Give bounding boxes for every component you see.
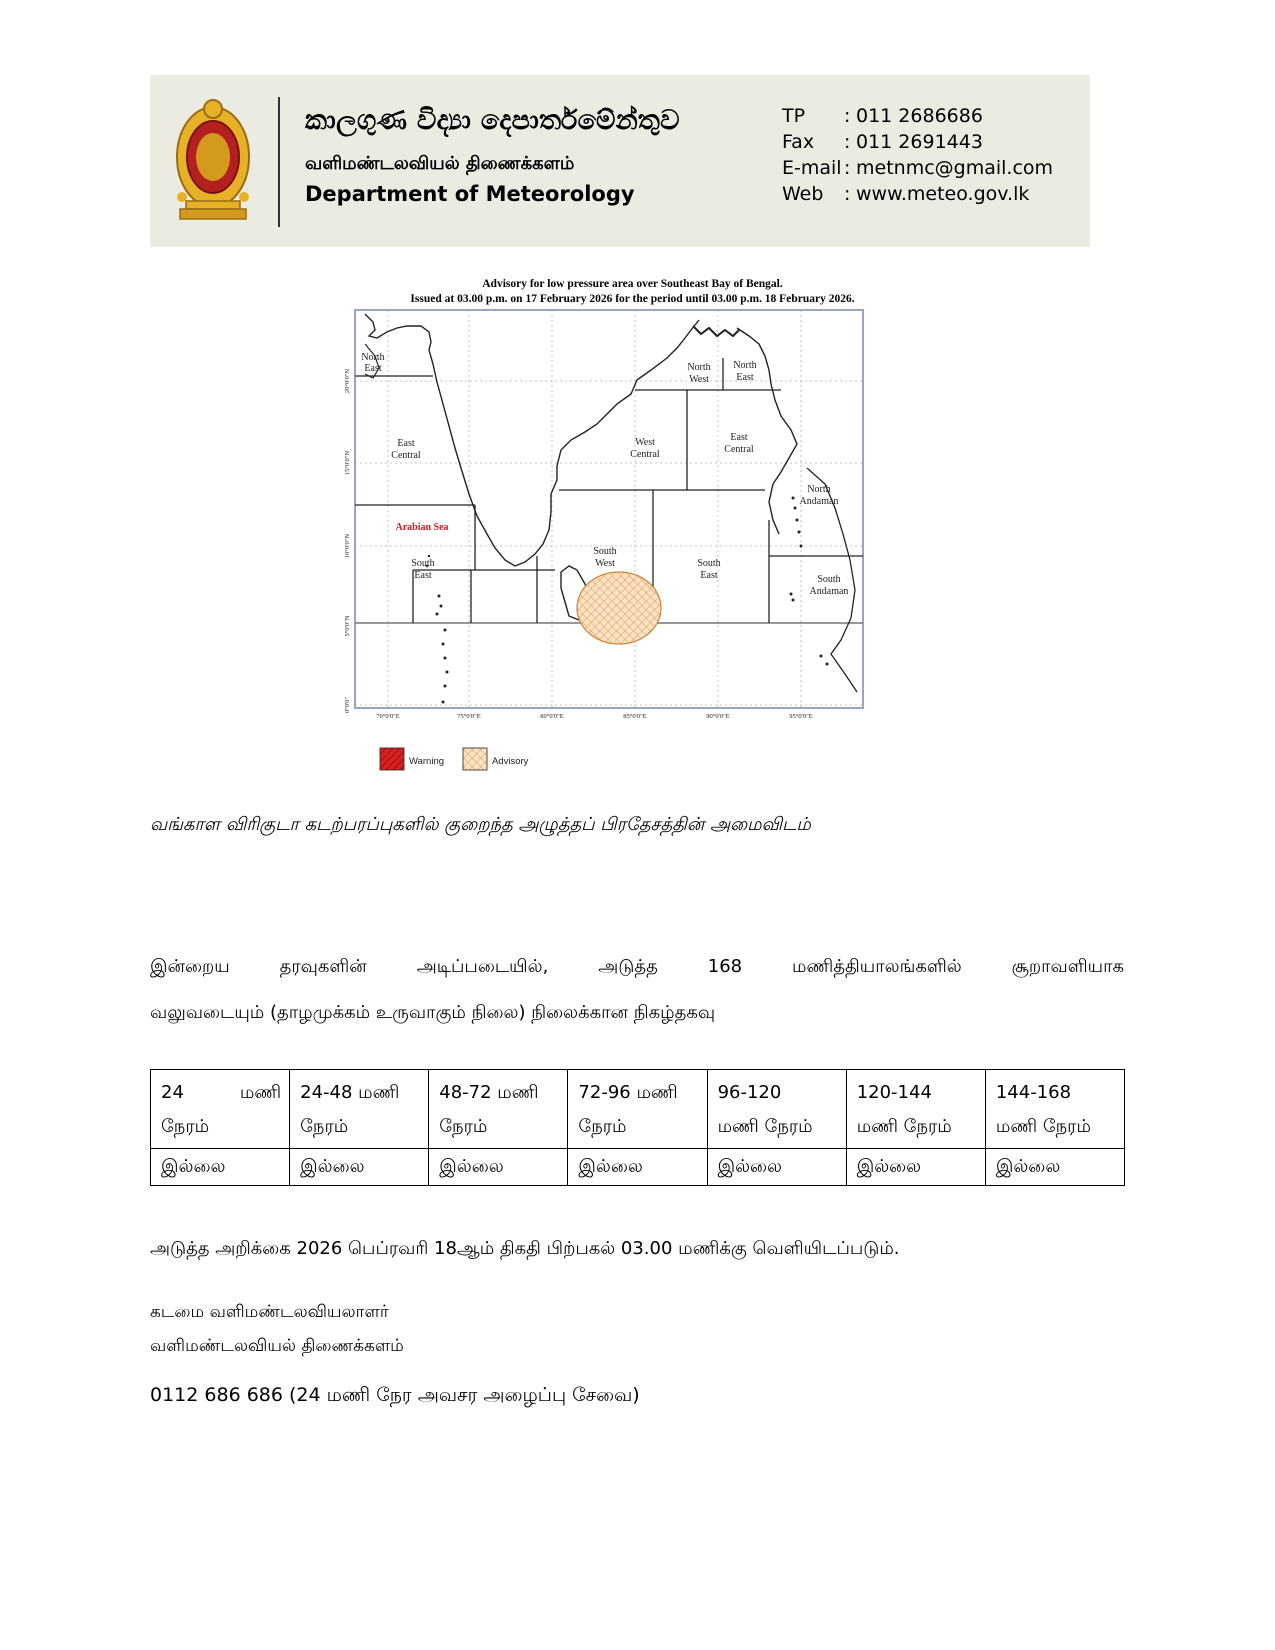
label-west-central-bay-2: Central: [630, 449, 660, 460]
label-east-central-arabian-2: Central: [391, 450, 421, 461]
contact-value: www.meteo.gov.lk: [856, 183, 1030, 205]
table-cell: இல்லை: [707, 1149, 846, 1186]
department-name-sinhala: කාලගුණ විද්‍යා දෙපාර්තමේන්තුව: [305, 105, 680, 136]
latitude-ticks: [344, 369, 351, 713]
lon-tick: 75°0'0"E: [457, 713, 481, 720]
contact-tp: [782, 103, 1053, 129]
table-cell: இல்லை: [985, 1149, 1124, 1186]
signature-title: கடமை வளிமண்டலவியலாளர்: [150, 1302, 389, 1322]
label-north-west-bay-2: West: [689, 374, 709, 385]
probability-paragraph: [150, 944, 1124, 1036]
label-north-east-arabian-1: North: [361, 352, 385, 363]
legend-warning-label: Warning: [409, 756, 445, 767]
table-cell: இல்லை: [290, 1149, 429, 1186]
table-header-cell: 24 மணி நேரம்: [151, 1070, 290, 1149]
department-name-tamil: வளிமண்டலவியல் திணைக்களம்: [305, 153, 575, 174]
emergency-hotline: 0112 686 686 (24 மணி நேர அவசர அழைப்பு சேவை): [150, 1384, 640, 1406]
contact-label: TP: [782, 105, 806, 127]
lat-tick: 20°0'0"N: [344, 368, 351, 394]
contact-email: [782, 155, 1053, 181]
lat-tick: 5°0'0"N: [344, 615, 351, 637]
label-south-west-bay-2: West: [595, 558, 615, 569]
advisory-area: [577, 572, 661, 644]
table-header-cell: 144-168 மணி நேரம்: [985, 1070, 1124, 1149]
legend-advisory-swatch: [463, 748, 487, 770]
lon-tick: 90°0'0"E: [706, 713, 730, 720]
lat-tick: 0°0'0": [344, 696, 351, 714]
table-cell: இல்லை: [429, 1149, 568, 1186]
map-title-line1: Advisory for low pressure area over Southeast Bay of Bengal.: [482, 278, 783, 290]
label-south-east-arabian-1: South: [411, 558, 435, 569]
map-caption: வங்காள விரிகுடா கடற்பரப்புகளில் குறைந்த அழுத்தப் பிரதேசத்தின் அமைவிடம்: [150, 814, 811, 835]
contact-web: [782, 181, 1053, 207]
table-row: [151, 1149, 1125, 1186]
label-north-east-bay-2: East: [736, 372, 754, 383]
label-south-andaman-2: Andaman: [809, 586, 849, 597]
legend-warning-swatch: [380, 748, 404, 770]
table-cell: இல்லை: [568, 1149, 707, 1186]
contact-label: E-mail: [782, 157, 842, 179]
label-west-central-bay-1: West: [635, 437, 655, 448]
contact-separator: :: [844, 105, 851, 127]
label-south-east-bay-1: South: [697, 558, 721, 569]
label-south-west-bay-1: South: [593, 546, 617, 557]
contact-value: 011 2691443: [856, 131, 983, 153]
label-north-east-arabian-2: East: [364, 363, 382, 374]
table-header-cell: 48-72 மணி நேரம்: [429, 1070, 568, 1149]
table-header-cell: 72-96 மணி நேரம்: [568, 1070, 707, 1149]
label-south-east-bay-2: East: [700, 570, 718, 581]
lon-tick: 70°0'0"E: [376, 713, 400, 720]
contact-block: [782, 103, 1053, 207]
map-title-line2: Issued at 03.00 p.m. on 17 February 2026 for the period until 03.00 p.m. 18 February 2026.: [410, 293, 855, 305]
lon-tick: 85°0'0"E: [623, 713, 647, 720]
label-east-central-bay-1: East: [730, 432, 748, 443]
label-east-central-arabian-1: East: [397, 438, 415, 449]
paragraph-line1: இன்றைய தரவுகளின் அடிப்படையில், அடுத்த 168 மணித்தியாலங்களில் சூறாவளியாக: [150, 956, 1124, 977]
contact-separator: :: [844, 157, 851, 179]
table-header-cell: 24-48 மணி நேரம்: [290, 1070, 429, 1149]
label-south-andaman-1: South: [817, 574, 841, 585]
lon-tick: 80°0'0"E: [540, 713, 564, 720]
label-north-east-bay-1: North: [733, 360, 757, 371]
lat-tick: 15°0'0"N: [344, 450, 351, 476]
advisory-map: [345, 308, 920, 780]
table-header-row: [151, 1070, 1125, 1149]
legend-advisory-label: Advisory: [492, 756, 529, 767]
contact-value: 011 2686686: [856, 105, 983, 127]
label-east-central-bay-2: Central: [724, 444, 754, 455]
table-cell: இல்லை: [846, 1149, 985, 1186]
sri-lanka-emblem-icon: [172, 97, 254, 223]
advisory-map-figure: [345, 270, 920, 780]
contact-value: metnmc@gmail.com: [856, 157, 1054, 179]
signature-department: வளிமண்டலவியல் திணைக்களம்: [150, 1336, 404, 1356]
table-header-cell: 96-120 மணி நேரம்: [707, 1070, 846, 1149]
label-north-west-bay-1: North: [687, 362, 711, 373]
department-name-english: Department of Meteorology: [305, 182, 635, 206]
letterhead-divider: [278, 97, 280, 227]
contact-separator: :: [844, 183, 851, 205]
label-north-andaman-1: North: [807, 484, 831, 495]
lon-tick: 95°0'0"E: [789, 713, 813, 720]
label-arabian-sea: Arabian Sea: [395, 522, 449, 533]
contact-separator: :: [844, 131, 851, 153]
map-legend: [380, 748, 529, 770]
table-cell: இல்லை: [151, 1149, 290, 1186]
contact-label: Web: [782, 183, 824, 205]
label-north-andaman-2: Andaman: [799, 496, 839, 507]
next-report-notice: அடுத்த அறிக்கை 2026 பெப்ரவரி 18ஆம் திகதி பிற்பகல் 03.00 மணிக்கு வெளியிடப்படும்.: [150, 1238, 900, 1259]
paragraph-line2: வலுவடையும் (தாழமுக்கம் உருவாகும் நிலை) நிலைக்கான நிகழ்தகவு: [150, 1002, 716, 1023]
contact-fax: [782, 129, 1053, 155]
longitude-ticks: [376, 713, 812, 720]
lat-tick: 10°0'0"N: [344, 533, 351, 559]
map-frame: [355, 310, 863, 708]
label-south-east-arabian-2: East: [414, 570, 432, 581]
probability-table: [150, 1069, 1125, 1186]
table-header-cell: 120-144 மணி நேரம்: [846, 1070, 985, 1149]
letterhead: [150, 75, 1090, 247]
contact-label: Fax: [782, 131, 815, 153]
